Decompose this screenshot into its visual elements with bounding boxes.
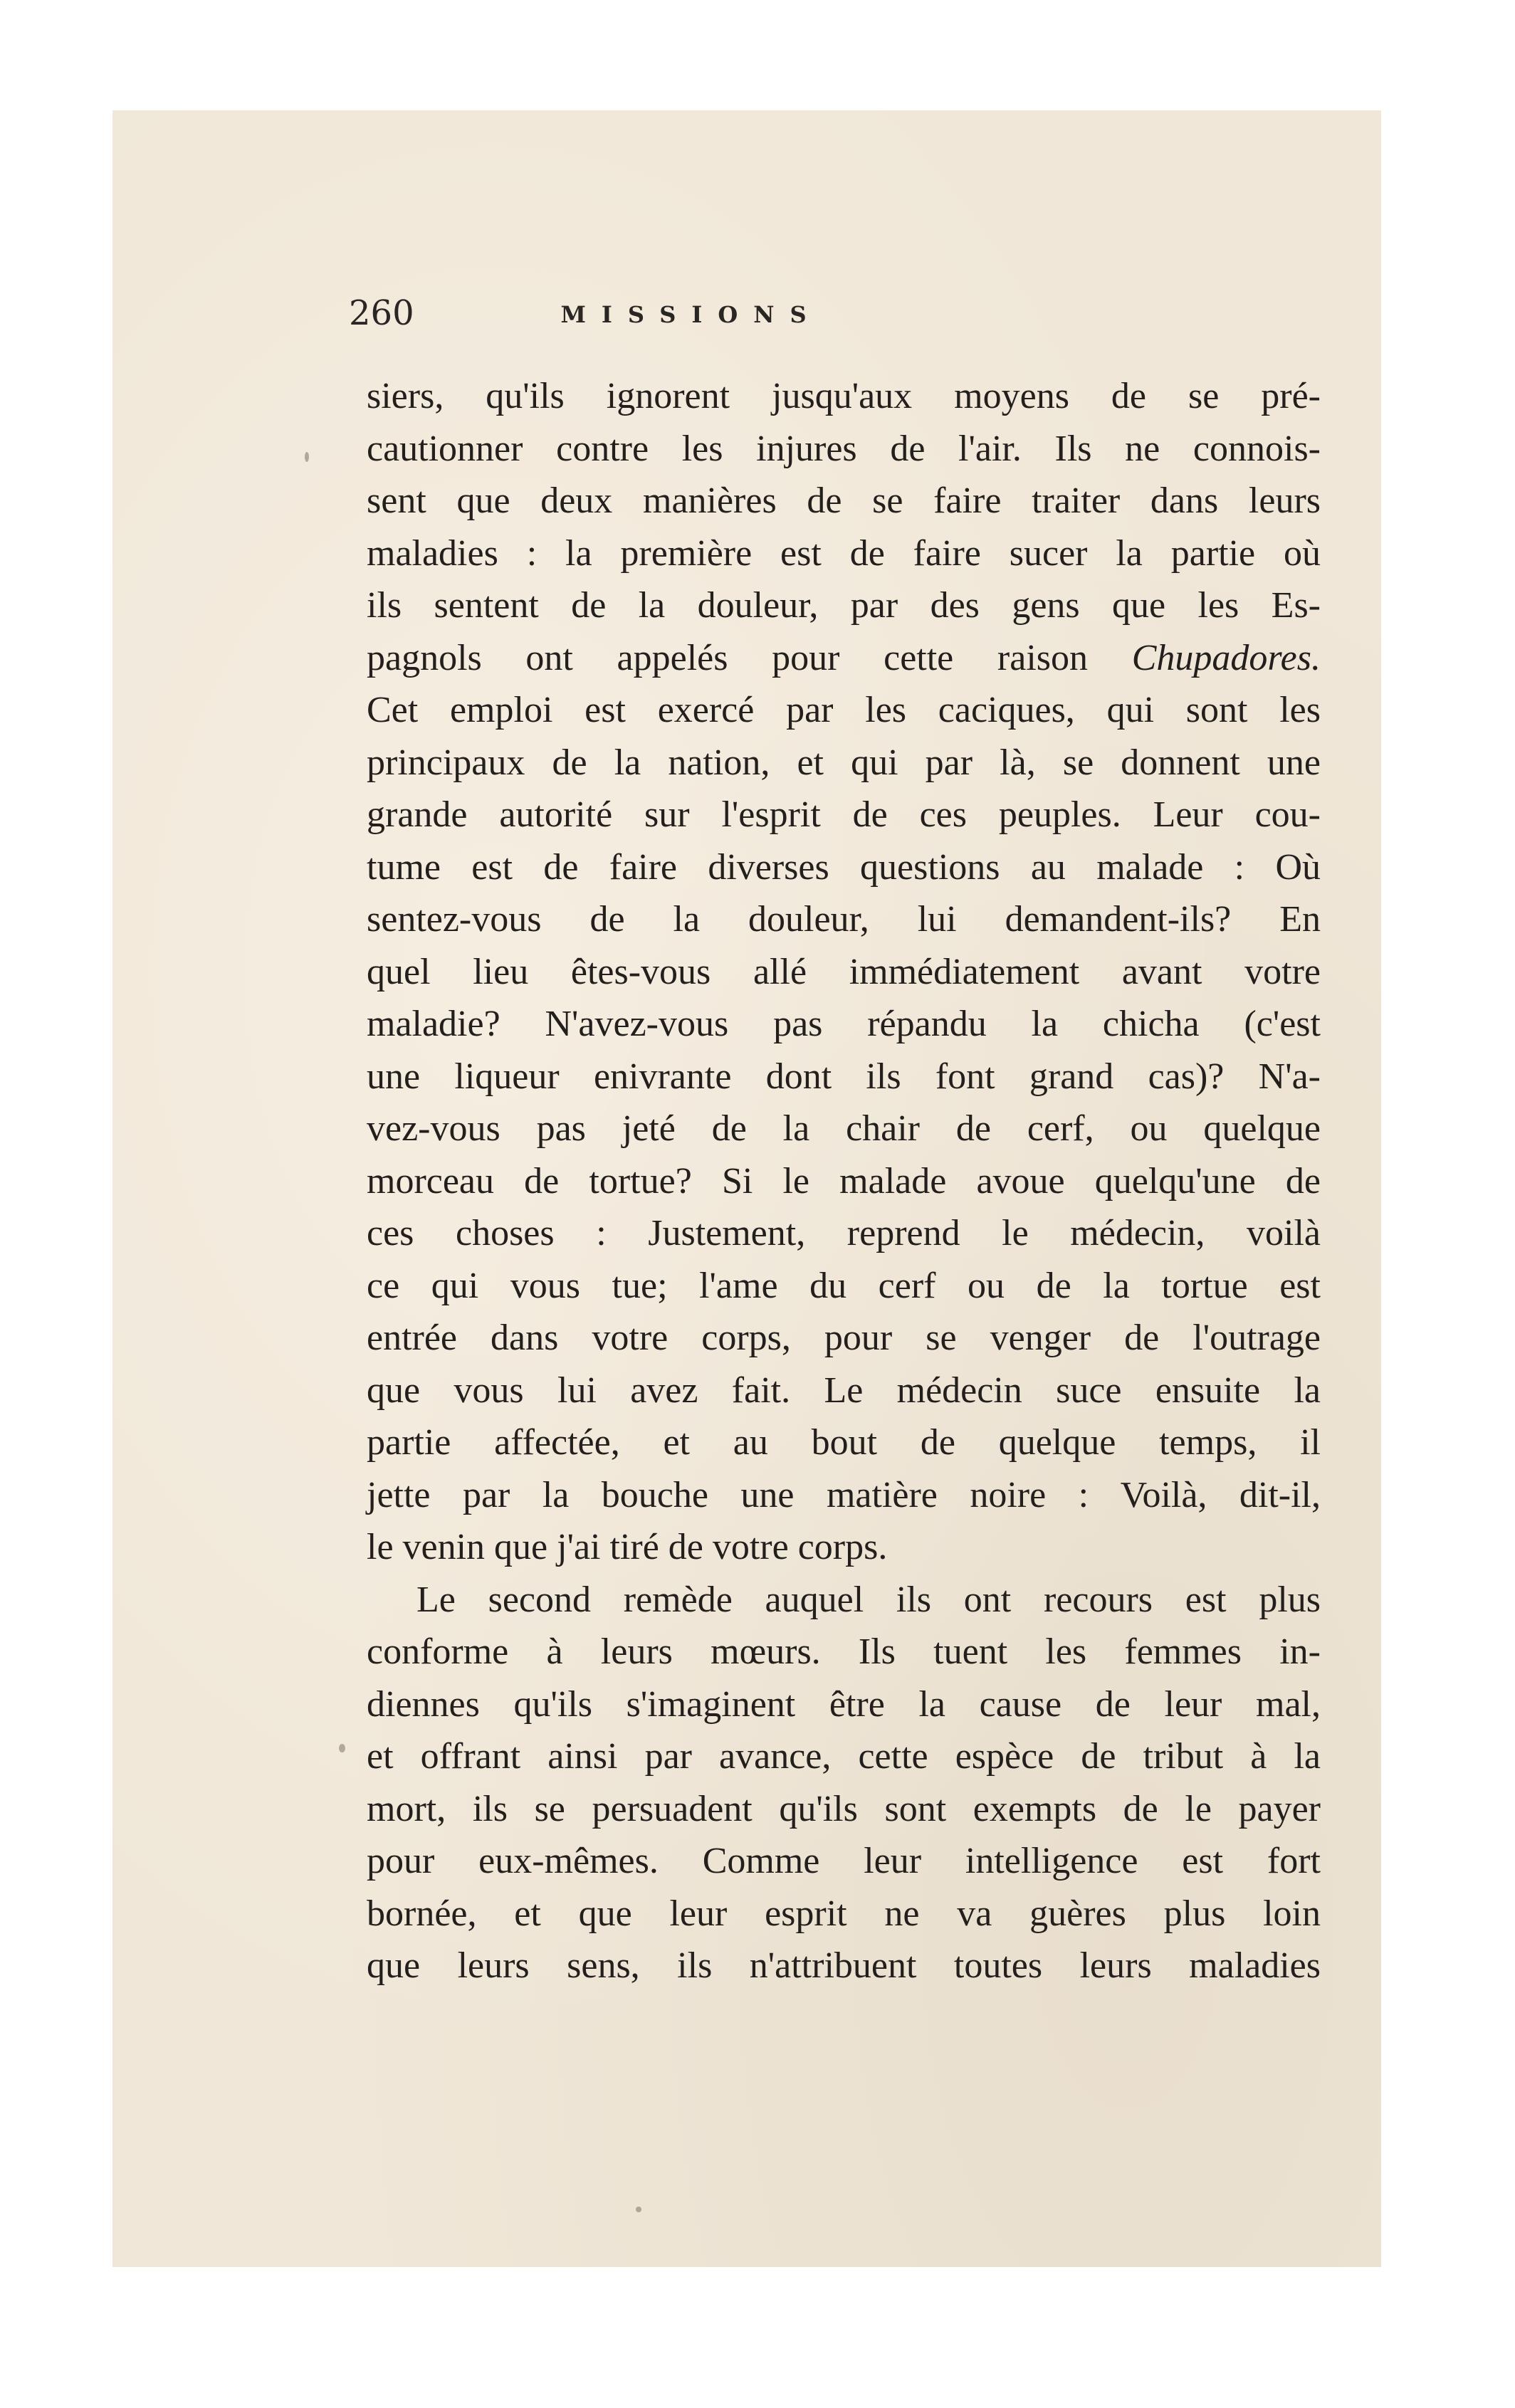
text-line: ces choses : Justement, reprend le médecin, voilà [367, 1213, 1321, 1253]
text-line: partie affectée, et au bout de quelque temps, il [367, 1422, 1321, 1463]
page-header [349, 292, 1018, 335]
text-line: vez-vous pas jeté de la chair de cerf, ou quelque [367, 1108, 1321, 1149]
text-line: quel lieu êtes-vous allé immédiatement avant votre [367, 951, 1321, 992]
text-line-with-term [367, 632, 1321, 685]
paper-blemish [339, 1744, 345, 1752]
text-line: bornée, et que leur esprit ne va guères plus loin [367, 1893, 1321, 1934]
paragraph-2 [367, 1574, 1321, 1992]
text-line: siers, qu'ils ignorent jusqu'aux moyens de se pré- [367, 376, 1321, 416]
text-line: conforme à leurs mœurs. Ils tuent les femmes in- [367, 1631, 1321, 1672]
text-line: morceau de tortue? Si le malade avoue quelqu'une de [367, 1160, 1321, 1202]
text-line-start: pagnols ont appelés pour cette raison [367, 637, 1089, 678]
text-line: une liqueur enivrante dont ils font grand cas)? N'a- [367, 1056, 1321, 1097]
text-line: que leurs sens, ils n'attribuent toutes leurs maladies [367, 1945, 1321, 1986]
text-line: pour eux-mêmes. Comme leur intelligence est fort [367, 1841, 1321, 1881]
text-line: principaux de la nation, et qui par là, se donnent une [367, 742, 1321, 783]
text-line: ce qui vous tue; l'ame du cerf ou de la tortue est [367, 1265, 1321, 1306]
text-line: sent que deux manières de se faire traiter dans leurs [367, 480, 1321, 521]
text-line: cautionner contre les injures de l'air. Ils ne connois- [367, 428, 1321, 469]
text-line: ils sentent de la douleur, par des gens que les Es- [367, 585, 1321, 626]
text-line: que vous lui avez fait. Le médecin suce ensuite la [367, 1369, 1321, 1411]
body-text [367, 370, 1321, 1992]
text-line: le venin que j'ai tiré de votre corps. [367, 1527, 888, 1567]
text-line: maladie? N'avez-vous pas répandu la chicha (c'est [367, 1004, 1321, 1044]
text-line: grande autorité sur l'esprit de ces peuples. Leur cou- [367, 794, 1321, 835]
paragraph-1 [367, 370, 1321, 1574]
text-line: jette par la bouche une matière noire : Voilà, dit-il, [367, 1474, 1321, 1515]
text-line: entrée dans votre corps, pour se venger de l'outrage [367, 1318, 1321, 1358]
text-line: mort, ils se persuadent qu'ils sont exempts de le payer [367, 1788, 1321, 1829]
text-line: maladies : la première est de faire sucer la partie où [367, 532, 1321, 574]
running-title: MISSIONS [560, 301, 822, 328]
text-line: et offrant ainsi par avance, cette espèce de tribut à la [367, 1736, 1321, 1777]
italic-term: Chupadores. [1131, 637, 1321, 678]
text-line: diennes qu'ils s'imaginent être la cause de leur mal, [367, 1683, 1321, 1725]
text-line: tume est de faire diverses questions au malade : Où [367, 846, 1321, 888]
paper-blemish [636, 2207, 641, 2212]
text-line: Cet emploi est exercé par les caciques, qui sont les [367, 690, 1321, 730]
paper-blemish [305, 452, 309, 462]
text-line: sentez-vous de la douleur, lui demandent-ils? En [367, 899, 1321, 940]
text-line: Le second remède auquel ils ont recours est plus [416, 1579, 1321, 1620]
page-number: 260 [349, 293, 414, 333]
